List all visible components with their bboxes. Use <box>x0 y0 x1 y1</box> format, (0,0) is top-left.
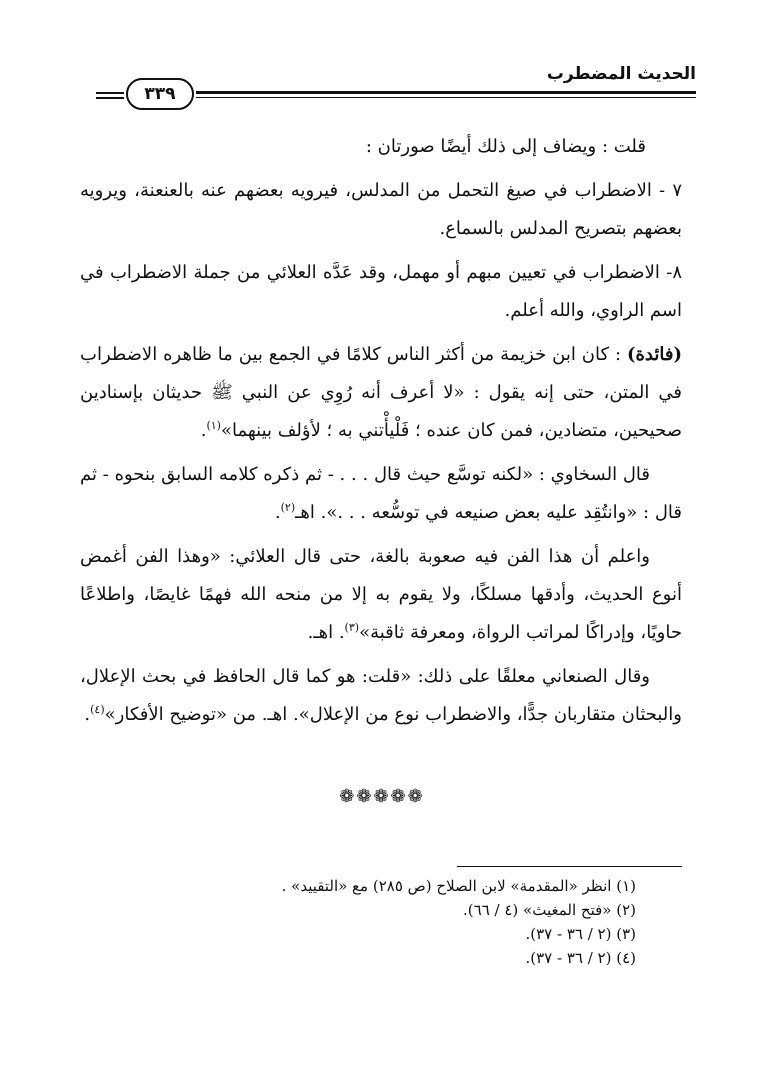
ornament-divider: ❁❁❁❁❁ <box>339 786 425 807</box>
paragraph-end: . <box>274 502 281 523</box>
running-title: الحديث المضطرب <box>546 64 696 84</box>
footnote-1: (١) انظر «المقدمة» لابن الصلاح (ص ٢٨٥) مع «التقييد» . <box>281 877 636 895</box>
footnotes <box>80 874 682 970</box>
paragraph-text: قلت : ويضاف إلى ذلك أيضًا صورتان : <box>365 136 646 157</box>
footnote-4: (٤) (٢ / ٣٦ - ٣٧). <box>525 949 636 967</box>
paragraph-text: الاضطراب في تعيين مبهم أو مهمل، وقد عَدَّه العلائي من جملة الاضطراب في اسم الراوي، والله أعلم. <box>80 262 682 321</box>
paragraph-intro <box>80 128 682 166</box>
footnote-ref: (٤) <box>90 703 105 716</box>
paragraph-text: : كان ابن خزيمة من أكثر الناس كلامًا في الجمع بين ما ظاهره الاضطراب في المتن، حتى إنه يقول : «لا أعرف أنه رُوِي عن النبي ﷺ حديثان بإسنادين صحيحين، متضادين، فمن كان عنده ؛ فَلْيأْتني به ؛ لأؤلف بينهما» <box>80 344 682 441</box>
paragraph-alai <box>80 538 682 652</box>
item-number: ٨- <box>666 262 682 283</box>
header-dash <box>96 92 124 94</box>
paragraph-end: . اهـ. <box>307 622 345 643</box>
footnote-3: (٣) (٢ / ٣٦ - ٣٧). <box>525 925 636 943</box>
footnote-rule <box>457 866 682 867</box>
paragraph-item-8 <box>80 254 682 330</box>
footnote-ref: (١) <box>206 419 221 432</box>
paragraph-text: قال السخاوي : «لكنه توسَّع حيث قال . . . - ثم ذكره كلامه السابق بنحوه - ثم قال : «وانتُقِد عليه بعض صنيعه في توسُّعه . . .». اهـ <box>80 464 682 523</box>
paragraph-end: . <box>84 704 91 725</box>
page-header <box>96 58 696 110</box>
paragraph-faida <box>80 336 682 450</box>
paragraph-text: وقال الصنعاني معلقًا على ذلك: «قلت: هو كما قال الحافظ في بحث الإعلال، والبحثان متقاربان جدًّا، والاضطراب نوع من الإعلال». اهـ. من «توضيح الأفكار» <box>80 666 682 725</box>
footnote-ref: (٢) <box>280 501 296 514</box>
paragraph-text: واعلم أن هذا الفن فيه صعوبة بالغة، حتى قال العلائي: «وهذا الفن أغمض أنوع الحديث، وأدقها مسلكًا، ولا يقوم به إلا من منحه الله فهمًا غايصًا، واطلاعًا حاويًا، وإدراكًا لمراتب الرواة، ومعرفة ثاقبة» <box>80 546 682 643</box>
paragraph-sakhawi <box>80 456 682 532</box>
paragraph-item-7 <box>80 172 682 248</box>
paragraph-text: الاضطراب في صيغ التحمل من المدلس، فيرويه بعضهم عنه بالعنعنة، ويرويه بعضهم بتصريح المدلس بالسماع. <box>80 180 682 239</box>
footnote-2: (٢) «فتح المغيث» (٤ / ٦٦). <box>463 901 636 919</box>
page-number: ٣٣٩ <box>126 78 194 110</box>
header-rule-thick <box>196 91 696 94</box>
paragraph-end: . <box>200 420 207 441</box>
faida-label: (فائدة) <box>626 344 682 365</box>
main-text <box>80 128 682 740</box>
paragraph-sanani <box>80 658 682 734</box>
item-number: ٧ - <box>659 180 682 201</box>
header-rule-thin <box>196 97 696 98</box>
header-dash <box>96 97 124 99</box>
footnote-ref: (٣) <box>344 621 360 634</box>
